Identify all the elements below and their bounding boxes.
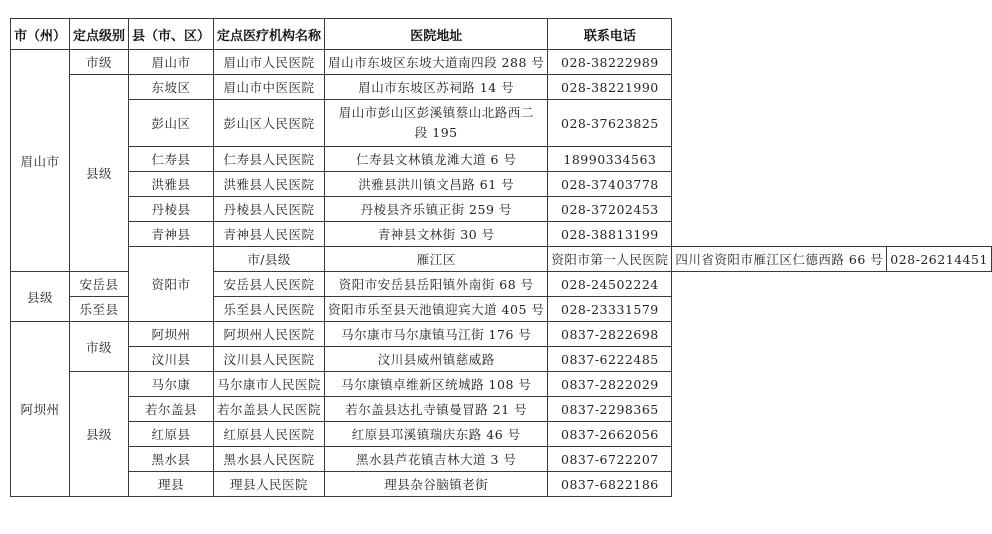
city-cell: 阿坝州 [11, 322, 70, 497]
county-cell: 红原县 [129, 422, 214, 447]
phone-cell: 028-23331579 [548, 297, 672, 322]
hospital-name-cell: 汶川县人民医院 [214, 347, 325, 372]
phone-cell: 028-38222989 [548, 50, 672, 75]
hospital-name-cell: 青神县人民医院 [214, 222, 325, 247]
address-cell: 黑水县芦花镇吉林大道 3 号 [325, 447, 548, 472]
hospital-name-cell: 阿坝州人民医院 [214, 322, 325, 347]
county-cell: 汶川县 [129, 347, 214, 372]
county-cell: 阿坝州 [129, 322, 214, 347]
phone-cell: 0837-2662056 [548, 422, 672, 447]
level-cell: 县级 [70, 372, 129, 497]
phone-cell: 0837-6722207 [548, 447, 672, 472]
county-cell: 黑水县 [129, 447, 214, 472]
hospital-name-cell: 理县人民医院 [214, 472, 325, 497]
table-row [11, 247, 992, 272]
phone-cell: 0837-2298365 [548, 397, 672, 422]
address-cell: 青神县文林街 30 号 [325, 222, 548, 247]
phone-cell: 0837-2822029 [548, 372, 672, 397]
phone-cell: 028-37202453 [548, 197, 672, 222]
address-cell: 理县杂谷脑镇老街 [325, 472, 548, 497]
phone-cell: 18990334563 [548, 147, 672, 172]
level-cell: 县级 [70, 75, 129, 272]
address-cell: 眉山市东坡区东坡大道南四段 288 号 [325, 50, 548, 75]
table-row [11, 422, 992, 447]
hospital-name-cell: 眉山市人民医院 [214, 50, 325, 75]
header-county: 县（市、区） [129, 19, 214, 50]
county-cell: 洪雅县 [129, 172, 214, 197]
header-phone: 联系电话 [548, 19, 672, 50]
table-row [11, 372, 992, 397]
header-address: 医院地址 [325, 19, 548, 50]
hospital-name-cell: 资阳市第一人民医院 [548, 247, 672, 272]
header-name: 定点医疗机构名称 [214, 19, 325, 50]
county-cell: 马尔康 [129, 372, 214, 397]
address-cell: 眉山市东坡区苏祠路 14 号 [325, 75, 548, 100]
table-row [11, 447, 992, 472]
phone-cell: 028-37403778 [548, 172, 672, 197]
level-cell: 县级 [11, 272, 70, 322]
hospital-name-cell: 仁寿县人民医院 [214, 147, 325, 172]
phone-cell: 028-38813199 [548, 222, 672, 247]
hospital-name-cell: 彭山区人民医院 [214, 100, 325, 147]
table-row [11, 347, 992, 372]
hospital-name-cell: 若尔盖县人民医院 [214, 397, 325, 422]
table-row [11, 322, 992, 347]
address-cell: 资阳市安岳县岳阳镇外南街 68 号 [325, 272, 548, 297]
header-level: 定点级别 [70, 19, 129, 50]
city-cell: 眉山市 [11, 50, 70, 272]
table-row [11, 197, 992, 222]
phone-cell: 028-38221990 [548, 75, 672, 100]
header-row [11, 19, 992, 50]
address-cell: 丹棱县齐乐镇正街 259 号 [325, 197, 548, 222]
address-cell: 马尔康市马尔康镇马江街 176 号 [325, 322, 548, 347]
phone-cell: 0837-2822698 [548, 322, 672, 347]
hospital-name-cell: 乐至县人民医院 [214, 297, 325, 322]
county-cell: 乐至县 [70, 297, 129, 322]
hospital-name-cell: 眉山市中医医院 [214, 75, 325, 100]
phone-cell: 028-26214451 [887, 247, 992, 272]
phone-cell: 0837-6822186 [548, 472, 672, 497]
county-cell: 丹棱县 [129, 197, 214, 222]
level-cell: 市/县级 [214, 247, 325, 272]
hospital-name-cell: 黑水县人民医院 [214, 447, 325, 472]
level-cell: 市级 [70, 322, 129, 372]
city-cell: 资阳市 [129, 247, 214, 322]
table-container [10, 18, 992, 497]
table-row [11, 100, 992, 147]
county-cell: 若尔盖县 [129, 397, 214, 422]
hospital-table [10, 18, 992, 497]
address-cell: 红原县邛溪镇瑞庆东路 46 号 [325, 422, 548, 447]
county-cell: 仁寿县 [129, 147, 214, 172]
table-row [11, 147, 992, 172]
hospital-name-cell: 红原县人民医院 [214, 422, 325, 447]
address-cell: 汶川县威州镇慈威路 [325, 347, 548, 372]
address-cell: 仁寿县文林镇龙滩大道 6 号 [325, 147, 548, 172]
hospital-name-cell: 安岳县人民医院 [214, 272, 325, 297]
header-city: 市（州） [11, 19, 70, 50]
address-cell: 若尔盖县达扎寺镇曼冒路 21 号 [325, 397, 548, 422]
phone-cell: 0837-6222485 [548, 347, 672, 372]
table-row [11, 222, 992, 247]
address-cell: 资阳市乐至县天池镇迎宾大道 405 号 [325, 297, 548, 322]
address-cell: 眉山市彭山区彭溪镇蔡山北路西二段 195 [325, 100, 548, 147]
table-row [11, 397, 992, 422]
county-cell: 安岳县 [70, 272, 129, 297]
county-cell: 青神县 [129, 222, 214, 247]
table-row [11, 75, 992, 100]
county-cell: 理县 [129, 472, 214, 497]
address-cell: 四川省资阳市雁江区仁德西路 66 号 [672, 247, 887, 272]
table-row [11, 50, 992, 75]
hospital-name-cell: 洪雅县人民医院 [214, 172, 325, 197]
level-cell: 市级 [70, 50, 129, 75]
table-row [11, 472, 992, 497]
phone-cell: 028-24502224 [548, 272, 672, 297]
hospital-name-cell: 丹棱县人民医院 [214, 197, 325, 222]
county-cell: 彭山区 [129, 100, 214, 147]
phone-cell: 028-37623825 [548, 100, 672, 147]
address-cell: 马尔康镇卓维新区统城路 108 号 [325, 372, 548, 397]
address-cell: 洪雅县洪川镇文昌路 61 号 [325, 172, 548, 197]
table-row [11, 172, 992, 197]
county-cell: 眉山市 [129, 50, 214, 75]
hospital-name-cell: 马尔康市人民医院 [214, 372, 325, 397]
county-cell: 东坡区 [129, 75, 214, 100]
county-cell: 雁江区 [325, 247, 548, 272]
